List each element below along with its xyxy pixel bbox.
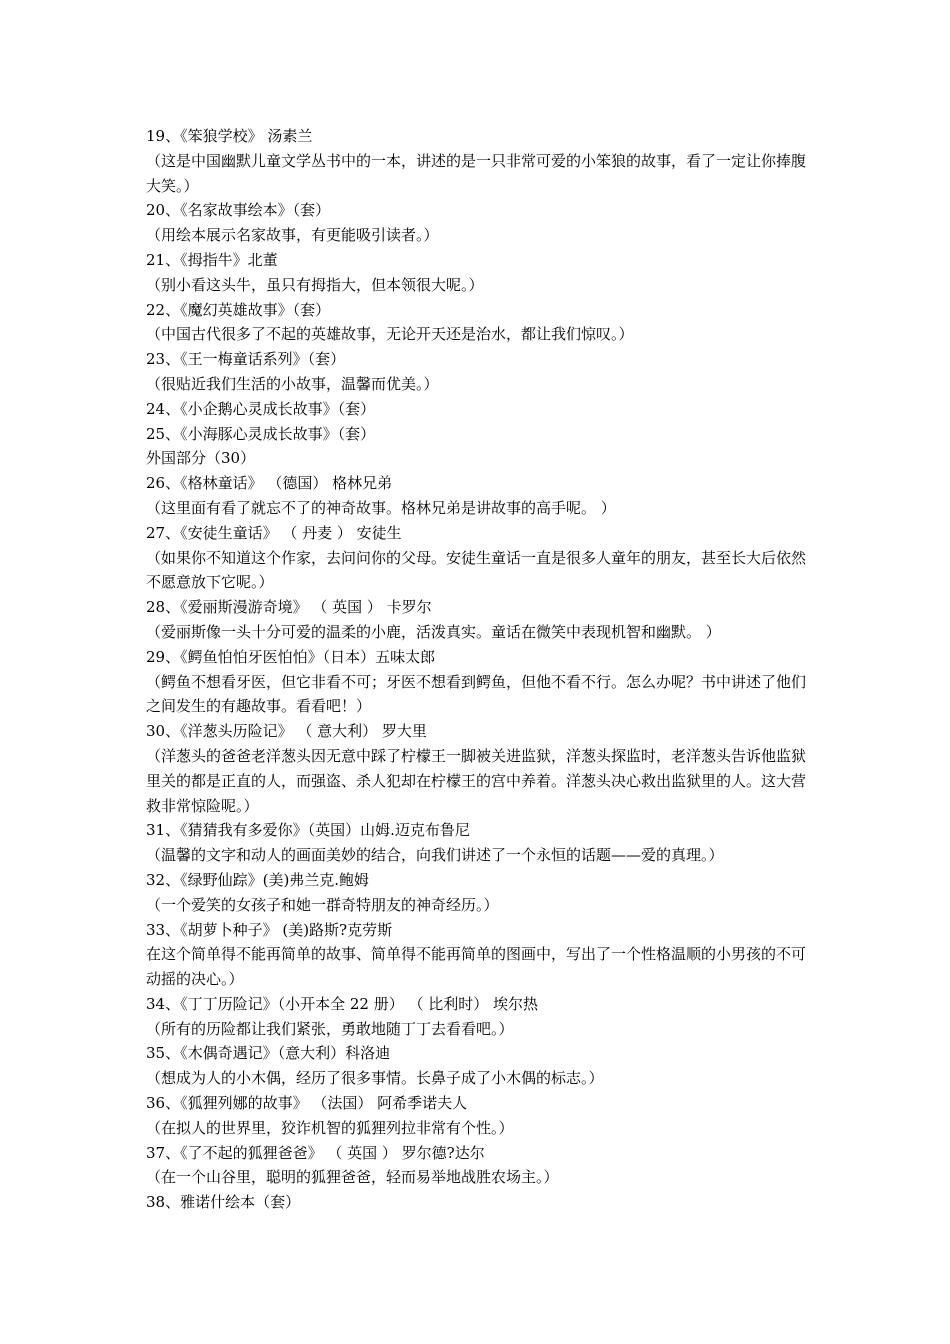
list-entry-28: 28、《爱丽斯漫游奇境》 （ 英国 ） 卡罗尔 [146,598,432,617]
entry-description: （别小看这头牛，虽只有拇指大，但本领很大呢。） [146,275,484,294]
list-entry-24: 24、《小企鹅心灵成长故事》（套） [146,399,376,418]
entry-description: （这里面有看了就忘不了的神奇故事。格林兄弟是讲故事的高手呢。 ） [146,498,616,517]
entry-description: （鳄鱼不想看牙医，但它非看不可；牙医不想看到鳄鱼，但他不看不行。怎么办呢？书中讲述了他们之间发生的有趣故事。看看吧！） [146,672,807,716]
entry-description: （用绘本展示名家故事，有更能吸引读者。） [146,226,439,245]
list-entry-36: 36、《狐狸列娜的故事》 （法国） 阿希季诺夫人 [146,1094,468,1113]
list-entry-26: 26、《格林童话》 （德国） 格林兄弟 [146,474,393,493]
list-entry-32: 32、《绿野仙踪》(美)弗兰克.鲍姆 [146,870,370,889]
list-entry-30: 30、《洋葱头历险记》 （ 意大利） 罗大里 [146,722,427,741]
section-heading: 外国部分（30） [146,449,256,468]
list-entry-22: 22、《魔幻英雄故事》（套） [146,300,331,319]
entry-description: （很贴近我们生活的小故事，温馨而优美。） [146,374,439,393]
entry-description: （在一个山谷里，聪明的狐狸爸爸，轻而易举地战胜农场主。） [146,1168,559,1187]
list-entry-23: 23、《王一梅童话系列》（套） [146,350,346,369]
entry-description: （所有的历险都让我们紧张，勇敢地随丁丁去看看吧。） [146,1019,514,1038]
list-entry-31: 31、《猜猜我有多爱你》（英国）山姆.迈克布鲁尼 [146,821,470,840]
entry-description: （洋葱头的爸爸老洋葱头因无意中踩了柠檬王一脚被关进监狱，洋葱头探监时，老洋葱头告诉他监狱里关的都是正直的人，而强盗、杀人犯却在柠檬王的宫中养着。洋葱头决心救出监狱里的人。这大营救非常惊险呢。） [146,746,807,815]
book-list [146,124,810,1215]
entry-description: （温馨的文字和动人的画面美妙的结合，向我们讲述了一个永恒的话题——爱的真理。） [146,846,724,865]
list-entry-33: 33、《胡萝卜种子》 (美)路斯?克劳斯 [146,920,393,939]
list-entry-19: 19、《笨狼学校》 汤素兰 [146,127,313,145]
list-entry-20: 20、《名家故事绘本》（套） [146,201,331,220]
list-entry-37: 37、《了不起的狐狸爸爸》 （ 英国 ） 罗尔德?达尔 [146,1143,485,1162]
list-entry-38: 38、雅诺什绘本（套） [146,1193,301,1212]
entry-description: （一个爱笑的女孩子和她一群奇特朋友的神奇经历。） [146,895,499,914]
entry-description: （中国古代很多了不起的英雄故事，无论开天还是治水，都让我们惊叹。） [146,325,634,344]
list-entry-25: 25、《小海豚心灵成长故事》（套） [146,424,376,443]
entry-description: （在拟人的世界里，狡诈机智的狐狸列拉非常有个性。） [146,1118,514,1137]
entry-description: （如果你不知道这个作家，去问问你的父母。安徒生童话一直是很多人童年的朋友，甚至长大后依然不愿意放下它呢。） [146,548,807,592]
list-entry-21: 21、《拇指牛》北董 [146,250,278,269]
list-entry-27: 27、《安徒生童话》 （ 丹麦 ） 安徒生 [146,523,402,542]
entry-description: （爱丽斯像一头十分可爱的温柔的小鹿，活泼真实。童话在微笑中表现机智和幽默。 ） [146,622,721,641]
entry-description: （想成为人的小木偶，经历了很多事情。长鼻子成了小木偶的标志。） [146,1069,604,1088]
entry-description: （这是中国幽默儿童文学丛书中的一本，讲述的是一只非常可爱的小笨狼的故事，看了一定让你捧腹大笑。） [146,151,807,195]
list-entry-34: 34、《丁丁历险记》（小开本全 22 册） （ 比利时） 埃尔热 [146,994,539,1013]
list-entry-29: 29、《鳄鱼怕怕牙医怕怕》（日本）五味太郎 [146,647,436,666]
entry-description: 在这个简单得不能再简单的故事、简单得不能再简单的图画中，写出了一个性格温顺的小男孩的不可动摇的决心。） [146,945,807,989]
list-entry-35: 35、《木偶奇遇记》（意大利）科洛迪 [146,1044,391,1063]
